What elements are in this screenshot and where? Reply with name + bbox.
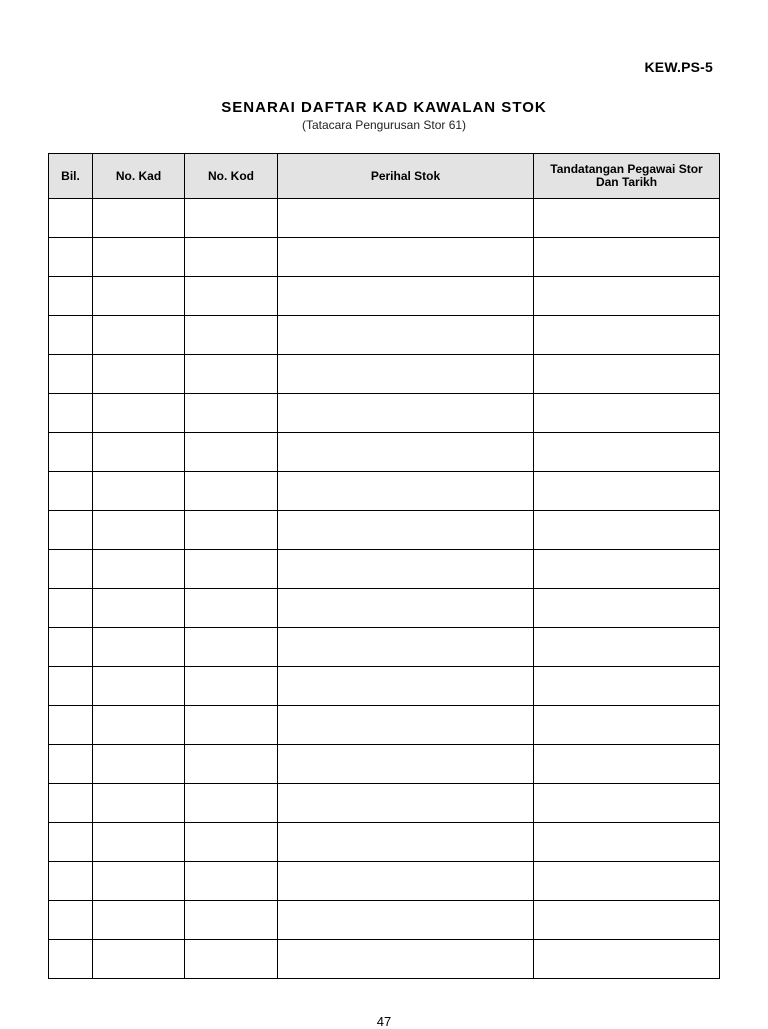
perihal-stok-cell	[278, 355, 534, 394]
no-kod-cell	[185, 199, 278, 238]
no-kod-cell	[185, 745, 278, 784]
no-kad-cell	[93, 784, 185, 823]
no-kod-cell	[185, 589, 278, 628]
no-kod-cell	[185, 550, 278, 589]
table-row	[49, 706, 720, 745]
bil-cell	[49, 277, 93, 316]
signature-date-cell	[534, 706, 720, 745]
table-row	[49, 511, 720, 550]
table-row	[49, 862, 720, 901]
signature-date-cell	[534, 550, 720, 589]
bil-cell	[49, 706, 93, 745]
signature-date-cell	[534, 667, 720, 706]
perihal-stok-cell	[278, 784, 534, 823]
no-kod-cell	[185, 316, 278, 355]
no-kod-cell	[185, 784, 278, 823]
signature-date-cell	[534, 238, 720, 277]
bil-cell	[49, 199, 93, 238]
page-number: 47	[376, 1014, 392, 1029]
bil-cell	[49, 394, 93, 433]
perihal-stok-cell	[278, 823, 534, 862]
signature-date-cell	[534, 316, 720, 355]
no-kad-cell	[93, 862, 185, 901]
table-row	[49, 901, 720, 940]
no-kad-cell	[93, 355, 185, 394]
signature-date-cell	[534, 940, 720, 979]
bil-cell	[49, 862, 93, 901]
no-kod-cell	[185, 901, 278, 940]
perihal-stok-cell	[278, 316, 534, 355]
header-signature-line2: Dan Tarikh	[595, 175, 658, 189]
no-kad-cell	[93, 823, 185, 862]
signature-date-cell	[534, 823, 720, 862]
no-kad-cell	[93, 433, 185, 472]
table-row	[49, 823, 720, 862]
signature-date-cell	[534, 745, 720, 784]
document-subtitle: (Tatacara Pengurusan Stor 61)	[301, 118, 467, 132]
no-kad-cell	[93, 316, 185, 355]
table-row	[49, 667, 720, 706]
no-kod-cell	[185, 355, 278, 394]
signature-date-cell	[534, 784, 720, 823]
stock-card-register-table	[48, 153, 720, 979]
no-kod-cell	[185, 511, 278, 550]
bil-cell	[49, 901, 93, 940]
signature-date-cell	[534, 628, 720, 667]
perihal-stok-cell	[278, 706, 534, 745]
header-signature-line1: Tandatangan Pegawai Stor	[550, 162, 703, 176]
no-kod-cell	[185, 277, 278, 316]
table-row	[49, 472, 720, 511]
signature-date-cell	[534, 277, 720, 316]
perihal-stok-cell	[278, 394, 534, 433]
perihal-stok-cell	[278, 862, 534, 901]
bil-cell	[49, 511, 93, 550]
no-kad-cell	[93, 901, 185, 940]
document-title: SENARAI DAFTAR KAD KAWALAN STOK	[221, 99, 547, 116]
perihal-stok-cell	[278, 745, 534, 784]
no-kad-cell	[93, 277, 185, 316]
table-row	[49, 394, 720, 433]
perihal-stok-cell	[278, 667, 534, 706]
perihal-stok-cell	[278, 940, 534, 979]
signature-date-cell	[534, 433, 720, 472]
header-signature-date	[534, 154, 720, 199]
table-row	[49, 589, 720, 628]
no-kad-cell	[93, 550, 185, 589]
table-row	[49, 355, 720, 394]
no-kod-cell	[185, 706, 278, 745]
perihal-stok-cell	[278, 550, 534, 589]
perihal-stok-cell	[278, 901, 534, 940]
no-kod-cell	[185, 472, 278, 511]
bil-cell	[49, 628, 93, 667]
signature-date-cell	[534, 901, 720, 940]
perihal-stok-cell	[278, 238, 534, 277]
title-block	[0, 98, 768, 133]
no-kod-cell	[185, 823, 278, 862]
perihal-stok-cell	[278, 472, 534, 511]
header-no-kad: No. Kad	[93, 154, 185, 199]
table-row	[49, 433, 720, 472]
bil-cell	[49, 745, 93, 784]
table-row	[49, 277, 720, 316]
table-body	[49, 199, 720, 979]
signature-date-cell	[534, 862, 720, 901]
no-kod-cell	[185, 940, 278, 979]
signature-date-cell	[534, 511, 720, 550]
perihal-stok-cell	[278, 433, 534, 472]
form-code: KEW.PS-5	[644, 59, 713, 75]
perihal-stok-cell	[278, 511, 534, 550]
perihal-stok-cell	[278, 277, 534, 316]
table-row	[49, 628, 720, 667]
table-row	[49, 940, 720, 979]
table-row	[49, 784, 720, 823]
bil-cell	[49, 355, 93, 394]
no-kad-cell	[93, 238, 185, 277]
no-kad-cell	[93, 667, 185, 706]
bil-cell	[49, 667, 93, 706]
table-row	[49, 745, 720, 784]
no-kod-cell	[185, 862, 278, 901]
table-row	[49, 550, 720, 589]
table-row	[49, 199, 720, 238]
bil-cell	[49, 940, 93, 979]
table-header-row	[49, 154, 720, 199]
bil-cell	[49, 589, 93, 628]
header-bil: Bil.	[49, 154, 93, 199]
bil-cell	[49, 472, 93, 511]
bil-cell	[49, 784, 93, 823]
bil-cell	[49, 238, 93, 277]
perihal-stok-cell	[278, 628, 534, 667]
bil-cell	[49, 316, 93, 355]
perihal-stok-cell	[278, 589, 534, 628]
signature-date-cell	[534, 394, 720, 433]
signature-date-cell	[534, 589, 720, 628]
header-perihal-stok: Perihal Stok	[278, 154, 534, 199]
no-kad-cell	[93, 628, 185, 667]
signature-date-cell	[534, 199, 720, 238]
no-kod-cell	[185, 394, 278, 433]
perihal-stok-cell	[278, 199, 534, 238]
no-kad-cell	[93, 199, 185, 238]
no-kod-cell	[185, 433, 278, 472]
signature-date-cell	[534, 472, 720, 511]
bil-cell	[49, 823, 93, 862]
bil-cell	[49, 433, 93, 472]
no-kad-cell	[93, 745, 185, 784]
no-kad-cell	[93, 940, 185, 979]
no-kod-cell	[185, 628, 278, 667]
signature-date-cell	[534, 355, 720, 394]
table-row	[49, 238, 720, 277]
bil-cell	[49, 550, 93, 589]
header-no-kod: No. Kod	[185, 154, 278, 199]
no-kod-cell	[185, 667, 278, 706]
no-kod-cell	[185, 238, 278, 277]
no-kad-cell	[93, 589, 185, 628]
table-row	[49, 316, 720, 355]
no-kad-cell	[93, 511, 185, 550]
no-kad-cell	[93, 472, 185, 511]
no-kad-cell	[93, 394, 185, 433]
no-kad-cell	[93, 706, 185, 745]
